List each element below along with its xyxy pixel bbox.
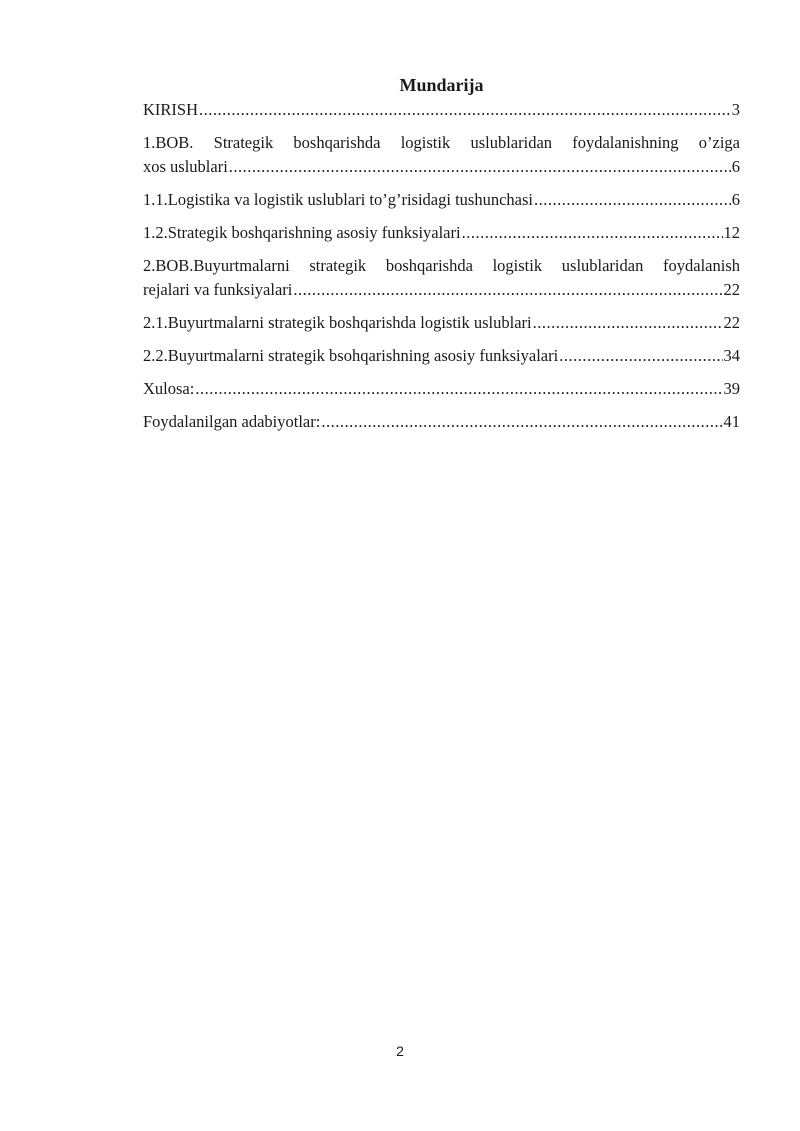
toc-entry-text: Foydalanilgan adabiyotlar: bbox=[143, 412, 321, 431]
toc-entry-section-1-2 bbox=[143, 221, 740, 245]
toc-title: Mundarija bbox=[399, 75, 484, 95]
toc-entry-text: 1.1.Logistika va logistik uslublari to’g’risidagi tushunchasi bbox=[143, 190, 533, 209]
toc-entry-page: 39 bbox=[723, 379, 740, 398]
toc-entry-section-2-1 bbox=[143, 311, 740, 335]
toc-entry-text: Xulosa: bbox=[143, 379, 195, 398]
toc-entry-page: 34 bbox=[723, 346, 740, 365]
page-number: 2 bbox=[396, 1043, 404, 1059]
toc-entry-section-2-2 bbox=[143, 344, 740, 368]
table-of-contents bbox=[143, 74, 740, 443]
toc-entry-page: 3 bbox=[731, 100, 740, 119]
toc-list bbox=[143, 98, 740, 434]
toc-dot-leader bbox=[321, 410, 722, 434]
toc-entry-text: rejalari va funksiyalari bbox=[143, 280, 293, 299]
toc-entry-chapter-1 bbox=[143, 131, 740, 179]
toc-entry-lead: 1.BOB. Strategik boshqarishda logistik uslublaridan foydalanishning o’ziga bbox=[143, 133, 740, 152]
toc-dot-leader bbox=[293, 278, 722, 302]
toc-entry-page: 22 bbox=[723, 313, 740, 332]
toc-dot-leader bbox=[559, 344, 722, 368]
toc-entry-lead: 2.BOB.Buyurtmalarni strategik boshqarishda logistik uslublaridan foydalanish bbox=[143, 256, 740, 275]
toc-entry-text: KIRISH bbox=[143, 100, 199, 119]
toc-entry-chapter-2 bbox=[143, 254, 740, 302]
toc-entry-references bbox=[143, 410, 740, 434]
toc-dot-leader bbox=[533, 311, 723, 335]
toc-entry-page: 22 bbox=[723, 280, 740, 299]
toc-entry-page: 6 bbox=[731, 190, 740, 209]
toc-dot-leader bbox=[199, 98, 731, 122]
toc-entry-text: 2.1.Buyurtmalarni strategik boshqarishda logistik uslublari bbox=[143, 313, 532, 332]
toc-entry-text: xos uslublari bbox=[143, 157, 228, 176]
toc-dot-leader bbox=[534, 188, 731, 212]
toc-entry-xulosa bbox=[143, 377, 740, 401]
toc-dot-leader bbox=[462, 221, 723, 245]
toc-entry-text: 2.2.Buyurtmalarni strategik bsohqarishning asosiy funksiyalari bbox=[143, 346, 559, 365]
toc-entry-text: 1.2.Strategik boshqarishning asosiy funksiyalari bbox=[143, 223, 461, 242]
toc-entry-page: 41 bbox=[723, 412, 740, 431]
toc-entry-section-1-1 bbox=[143, 188, 740, 212]
toc-entry-page: 6 bbox=[731, 157, 740, 176]
toc-entry-page: 12 bbox=[723, 223, 740, 242]
toc-dot-leader bbox=[195, 377, 722, 401]
toc-dot-leader bbox=[229, 155, 731, 179]
toc-entry-kirish bbox=[143, 98, 740, 122]
